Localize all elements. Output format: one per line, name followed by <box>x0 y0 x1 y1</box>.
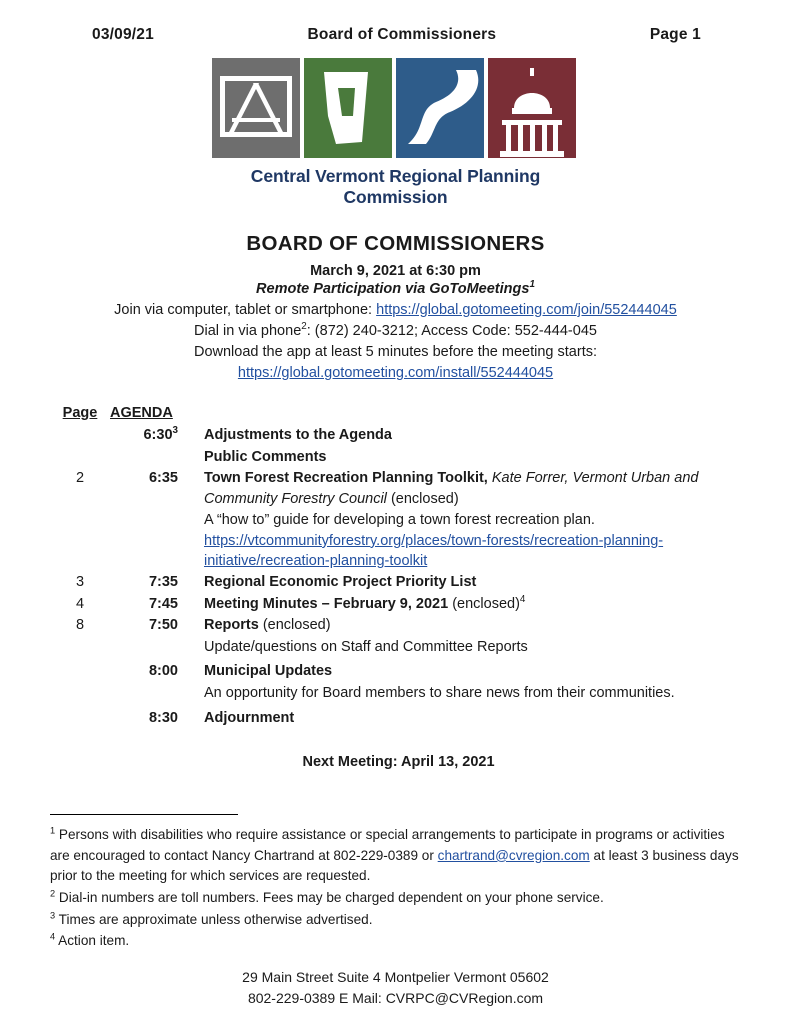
footnote-number-2: 2 <box>50 888 56 899</box>
agenda-row-time <box>106 468 186 509</box>
footnote-2 <box>50 888 743 909</box>
next-meeting-note: Next Meeting: April 13, 2021 <box>302 754 495 771</box>
agenda-row-title: Regional Economic Project Priority List <box>204 574 477 591</box>
install-app-link[interactable]: https://global.gotomeeting.com/install/552444045 <box>237 365 554 381</box>
download-app-line: Download the app at least 5 minutes before the meeting starts: <box>193 344 597 360</box>
agenda-row-body <box>186 708 743 729</box>
agenda-row-presenter: Kate Forrer, Vermont Urban and Community Forestry Council <box>204 470 699 507</box>
agenda-row <box>54 425 743 446</box>
agenda-row-detail: Update/questions on Staff and Committee Reports <box>204 638 528 655</box>
agenda-row-title: Meeting Minutes – February 9, 2021 <box>204 595 449 612</box>
footnote-2-text: Dial-in numbers are toll numbers. Fees may be charged dependent on your phone service. <box>58 890 604 906</box>
dial-in-line <box>48 323 743 339</box>
footnote-1-text-a: Persons with disabilities who require assistance or special arrangements to participate in programs or activities are encouraged to contact Nancy Chartrand at 802-229-0389 or <box>50 827 725 863</box>
footnote-marker-2: 2 <box>301 321 307 333</box>
agenda-row-detail: An opportunity for Board members to share news from their communities. <box>204 684 675 701</box>
agenda-row <box>54 708 743 729</box>
footnote-1 <box>50 825 743 887</box>
agenda-col-agenda-header <box>106 405 190 421</box>
agenda-row-suffix: (enclosed) <box>386 490 459 507</box>
footnote-number-1: 1 <box>50 825 56 836</box>
agenda-row-body <box>186 468 743 509</box>
join-line <box>48 302 743 318</box>
agenda-row-time <box>106 708 186 729</box>
agenda-row-time-text: 6:30 <box>143 427 173 443</box>
agenda-row-page <box>54 447 106 468</box>
agenda-row-title: Adjournment <box>204 709 295 726</box>
agenda-row <box>54 594 743 615</box>
footnotes-section <box>48 825 743 952</box>
agenda-row-time-text: 8:00 <box>148 663 178 680</box>
document-title: BOARD OF COMMISSIONERS <box>246 232 545 255</box>
agenda-row-detail-line <box>54 510 743 531</box>
contact-email-link[interactable]: chartrand@cvregion.com <box>437 847 590 863</box>
join-meeting-link[interactable]: https://global.gotomeeting.com/join/552444045 <box>376 302 677 318</box>
toolkit-link[interactable]: https://vtcommunityforestry.org/places/town-forests/recreation-planning-initiative/recreation-planning-toolkit <box>204 532 664 570</box>
organization-logo <box>48 58 743 208</box>
footnote-marker-1: 1 <box>529 279 535 291</box>
agenda-row-time <box>106 447 186 468</box>
agenda-row-body <box>186 594 743 615</box>
remote-participation-note <box>48 281 743 297</box>
agenda-row-time <box>106 425 186 446</box>
agenda-row-suffix: (enclosed) <box>258 617 331 634</box>
meeting-datetime: March 9, 2021 at 6:30 pm <box>310 263 481 279</box>
header-date: 03/09/21 <box>92 26 154 43</box>
agenda-row <box>54 572 743 593</box>
agenda-row-body <box>186 425 743 446</box>
agenda-row <box>54 661 743 682</box>
footnote-3 <box>50 910 743 931</box>
agenda-row-time-text: 7:35 <box>148 574 178 591</box>
remote-participation-text: Remote Participation via GoToMeetings <box>256 281 530 297</box>
agenda-row-detail-line <box>54 683 743 704</box>
footnote-4-text: Action item. <box>58 933 130 949</box>
agenda-row-body <box>186 447 743 468</box>
agenda-row-page <box>54 425 106 446</box>
agenda-row-time <box>106 615 186 636</box>
agenda-col-page-label: Page <box>62 405 98 421</box>
cvrpc-logo-icon <box>212 58 580 158</box>
agenda-row-page: 2 <box>75 470 85 487</box>
agenda-section <box>48 405 743 770</box>
agenda-row-page: 8 <box>75 617 85 634</box>
agenda-row <box>54 468 743 509</box>
footnote-number-3: 3 <box>50 910 56 921</box>
footnote-marker-3: 3 <box>172 425 178 437</box>
agenda-row-title: Town Forest Recreation Planning Toolkit, <box>204 470 492 487</box>
join-prefix: Join via computer, tablet or smartphone: <box>114 302 377 318</box>
agenda-col-agenda-label: AGENDA <box>110 405 173 421</box>
agenda-row-title: Municipal Updates <box>204 663 333 680</box>
agenda-row <box>54 615 743 636</box>
agenda-row-body <box>186 661 743 682</box>
header-page-number: Page 1 <box>649 26 701 43</box>
agenda-row-time <box>106 661 186 682</box>
page-header <box>48 26 743 44</box>
footnote-marker-4: 4 <box>519 593 526 605</box>
agenda-col-page-header <box>54 405 106 421</box>
logo-organization-name: Central Vermont Regional Planning Commission <box>250 166 541 207</box>
footnote-number-4: 4 <box>50 931 56 942</box>
footnote-separator <box>50 814 238 815</box>
dial-details: : (872) 240-3212; Access Code: 552-444-045 <box>306 323 597 339</box>
header-title: Board of Commissioners <box>307 26 497 43</box>
page-footer <box>0 967 791 1008</box>
footer-address: 29 Main Street Suite 4 Montpelier Vermont 05602 <box>242 969 549 986</box>
agenda-row-detail: A “how to” guide for developing a town forest recreation plan. <box>204 512 595 529</box>
agenda-row-page: 4 <box>75 595 85 612</box>
agenda-row-suffix: (enclosed) <box>448 595 520 612</box>
agenda-row-page <box>54 708 106 729</box>
agenda-row-page <box>54 661 106 682</box>
footnote-3-text: Times are approximate unless otherwise advertised. <box>58 911 373 927</box>
agenda-row-time-text: 8:30 <box>148 709 178 726</box>
agenda-row-body <box>186 572 743 593</box>
footer-contact: 802-229-0389 E Mail: CVRPC@CVRegion.com <box>247 989 544 1006</box>
agenda-row-time-text: 7:50 <box>148 617 178 634</box>
agenda-row <box>54 447 743 468</box>
agenda-row-title: Adjustments to the Agenda <box>204 427 392 443</box>
dial-prefix: Dial in via phone <box>194 323 302 339</box>
agenda-row-time <box>106 594 186 615</box>
agenda-header-row <box>54 405 743 421</box>
footnote-4 <box>50 931 743 952</box>
agenda-row-time-text: 7:45 <box>148 595 178 612</box>
agenda-row-link-line <box>54 531 743 572</box>
agenda-row-detail-line <box>54 637 743 658</box>
agenda-row-time-text: 6:35 <box>148 470 178 487</box>
agenda-row-time <box>106 572 186 593</box>
agenda-row-title: Reports <box>204 617 259 634</box>
footnote-1-text-b: at least 3 business days prior to the meeting for which services are requested. <box>50 847 739 884</box>
agenda-row-title: Public Comments <box>204 448 327 465</box>
agenda-row-page: 3 <box>75 574 85 591</box>
install-link-line <box>48 365 743 381</box>
agenda-row-body <box>186 615 743 636</box>
